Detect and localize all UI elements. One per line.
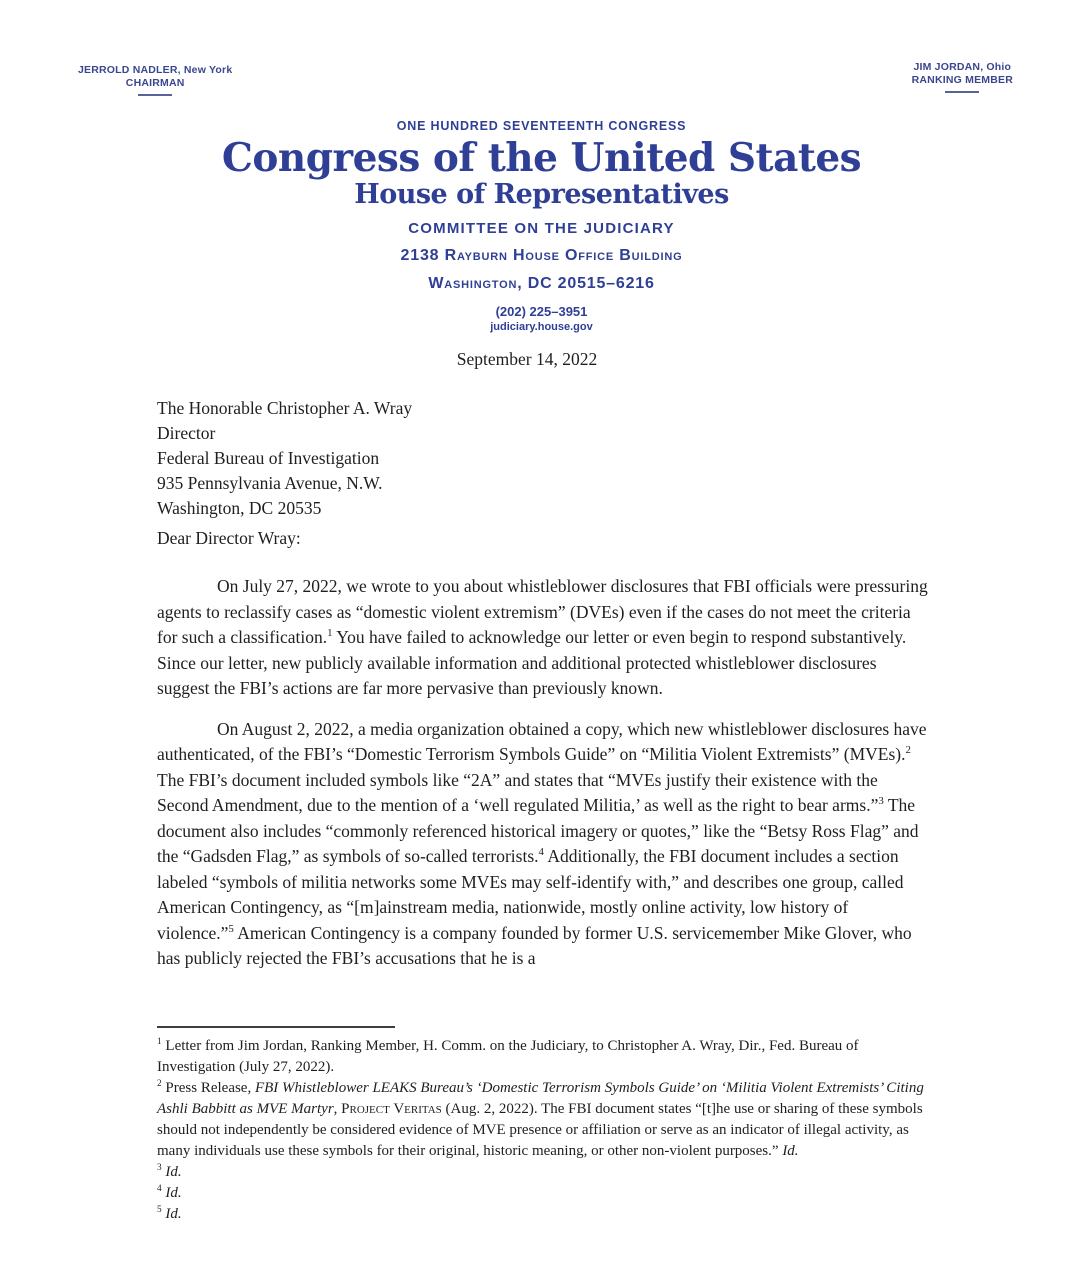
chairman-rule <box>138 94 172 96</box>
recipient-line-city: Washington, DC 20535 <box>157 498 322 518</box>
ranking-member-block <box>912 61 1013 93</box>
salutation: Dear Director Wray: <box>157 528 301 548</box>
chairman-name: JERROLD NADLER, New York <box>78 64 233 76</box>
recipient-line-title: Director <box>157 423 216 443</box>
recipient-address <box>157 396 412 521</box>
committee-name: COMMITTEE ON THE JUDICIARY <box>408 220 675 238</box>
recipient-line-street: 935 Pennsylvania Avenue, N.W. <box>157 473 383 493</box>
ranking-member-rule <box>945 91 979 93</box>
paragraph-1: On July 27, 2022, we wrote to you about whistleblower disclosures that FBI officials were pressuring agents to reclassify cases as “domestic violent extremism” (DVEs) even if the cases do not meet the criteria for such a classification.$^1$ You have failed to acknowledge our letter or even begin to respond substantively. Since our letter, new publicly available information and additional protected whistleblower disclosures suggest the FBI’s actions are far more pervasive than previously known. <box>157 576 928 698</box>
footnote-4: $^4$ Id. <box>157 1184 182 1201</box>
city-address: Washington, DC 20515–6216 <box>428 275 655 293</box>
paragraph-2: On August 2, 2022, a media organization obtained a copy, which new whistleblower disclosures have authenticated, of the FBI’s “Domestic Terrorism Symbols Guide” on “Militia Violent Extremists” (MVEs).$^2$ The FBI’s document included symbols like “2A” and states that “MVEs justify their existence with the Second Amendment, due to the mention of a ‘well regulated Militia,’ as well as the right to bear arms.”$^3$ The document also includes “commonly referenced historical imagery or quotes,” like the “Betsy Ross Flag” and the “Gadsden Flag,” as symbols of so-called terrorists.$^4$ Additionally, the FBI document includes a section labeled “symbols of militia networks some MVEs may self-identify with,” and describes one group, called American Contingency, as “[m]ainstream media, nationwide, mostly online activity, low history of violence.”$^5$ American Contingency is a company founded by former U.S. servicemember Mike Glover, who has publicly rejected the FBI’s accusations that he is a <box>157 718 927 968</box>
congress-title: Congress of the United States <box>221 135 862 181</box>
ranking-member-title: RANKING MEMBER <box>911 74 1013 87</box>
footnote-1: $^1$ Letter from Jim Jordan, Ranking Member, H. Comm. on the Judiciary, to Christopher A. Wray, Dir., Fed. Bureau of Investigation (July 27, 2022). <box>157 1037 859 1075</box>
chairman-title: CHAIRMAN <box>125 77 185 90</box>
congress-session: ONE HUNDRED SEVENTEENTH CONGRESS <box>396 119 687 133</box>
website: judiciary.house.gov <box>490 321 593 334</box>
letterhead <box>0 119 1083 333</box>
footnotes-section <box>157 1026 935 1225</box>
letter-date: September 14, 2022 <box>456 349 598 369</box>
phone-number: (202) 225–3951 <box>495 304 588 320</box>
letter-body <box>157 574 929 972</box>
office-address: 2138 Rayburn House Office Building <box>400 247 683 265</box>
recipient-line-agency: Federal Bureau of Investigation <box>157 448 380 468</box>
footnote-3: $^3$ Id. <box>157 1163 182 1180</box>
chairman-block <box>78 64 232 96</box>
recipient-line-name: The Honorable Christopher A. Wray <box>157 398 413 418</box>
footnote-5: $^5$ Id. <box>157 1205 182 1222</box>
house-subtitle: House of Representatives <box>354 178 729 210</box>
ranking-member-name: JIM JORDAN, Ohio <box>913 61 1012 73</box>
footnote-2: $^2$ Press Release, FBI Whistleblower LEAKS Bureau’s ‘Domestic Terrorism Symbols Guide’ on ‘Militia Violent Extremists’ Citing Ashli Babbitt as MVE Martyr, Project Veritas (Aug. 2, 2022). The FBI document states “[t]he use or sharing of these symbols should not independently be considered evidence of MVE presence or affiliation or serve as an indicator of illegal activity, as many individuals use these symbols for their original, historic meaning, or other non-violent purposes.” Id. <box>157 1079 924 1159</box>
footnote-rule <box>157 1026 395 1028</box>
